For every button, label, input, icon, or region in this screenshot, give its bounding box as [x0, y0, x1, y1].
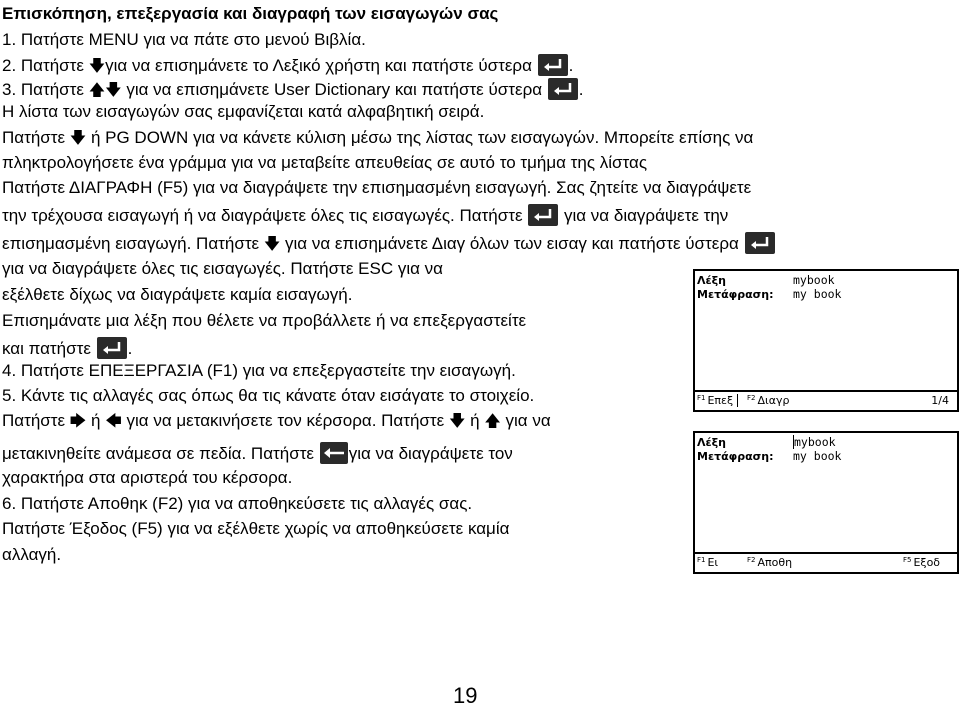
type-letter-info: πληκτρολογήσετε ένα γράμμα για να μεταβείτε απευθείας σε αυτό το τμήμα της λίστας — [2, 153, 648, 172]
softkey-edit[interactable]: $^{F1}$ Επεξ — [697, 394, 738, 407]
arrow-up-icon: 🡅 — [484, 413, 501, 430]
softkey-save[interactable]: $^{F2}$ Αποθη — [747, 556, 793, 569]
word-row: Λέξη mybook — [697, 273, 835, 287]
arrow-down-icon: 🡇 — [88, 58, 106, 75]
translation-row: Μετάφραση: my book — [697, 449, 842, 463]
word-value[interactable]: mybook — [794, 435, 836, 449]
step-5: 5. Κάντε τις αλλαγές σας όπως θα τις κάνατε όταν εισάγατε το στοιχείο. — [2, 386, 535, 405]
step-2: 2. Πατήστε 🡇για να επισημάνετε το Λεξικό χρήστη και πατήστε ύστερα . — [2, 56, 574, 75]
delete-all-info: επισημασμένη εισαγωγή. Πατήστε 🡇 για να επισημάνετε Διαγ όλων των εισαγ και πατήστε ύστερα — [2, 232, 776, 255]
field-move-info: μετακινηθείτε ανάμεσα σε πεδία. Πατήστε για να διαγράψετε τον — [2, 444, 513, 463]
device-screen-view — [693, 269, 959, 412]
translation-row: Μετάφραση: my book — [697, 287, 842, 301]
softkey-bar — [695, 552, 957, 572]
enter-key-icon — [528, 204, 558, 226]
list-info: Η λίστα των εισαγωγών σας εμφανίζεται κατά αλφαβητική σειρά. — [2, 102, 485, 121]
translation-value[interactable]: my book — [793, 449, 842, 463]
page-indicator: 1/4 — [931, 394, 949, 407]
arrow-down-icon: 🡇 — [69, 130, 87, 147]
backspace-info: χαρακτήρα στα αριστερά του κέρσορα. — [2, 468, 293, 487]
backspace-key-icon — [320, 442, 348, 464]
softkey-bar — [695, 390, 957, 410]
arrow-left-icon: 🡄 — [105, 413, 122, 430]
step-1: 1. Πατήστε MENU για να πάτε στο μενού Βιβλία. — [2, 30, 366, 49]
esc-info-cont: εξέλθετε δίχως να διαγράψετε καμία εισαγωγή. — [2, 285, 353, 304]
translation-value: my book — [793, 287, 842, 301]
step-6: 6. Πατήστε Αποθηκ (F2) για να αποθηκεύσετε τις αλλαγές σας. — [2, 494, 473, 513]
delete-current-info: την τρέχουσα εισαγωγή ή να διαγράψετε όλες τις εισαγωγές. Πατήστε για να διαγράψετε την — [2, 206, 729, 225]
arrow-up-down-icon: 🡅🡇 — [88, 82, 122, 99]
arrow-right-icon: 🡆 — [69, 413, 87, 430]
enter-key-icon — [745, 232, 775, 254]
page-number: 19 — [453, 683, 478, 708]
device-screen-edit — [693, 431, 959, 574]
step-3: 3. Πατήστε 🡅🡇 για να επισημάνετε User Dictionary και πατήστε ύστερα . — [2, 80, 584, 99]
scroll-info: Πατήστε 🡇 ή PG DOWN για να κάνετε κύλιση μέσω της λίστας των εισαγωγών. Μπορείτε επίσης να — [2, 128, 754, 147]
press-enter-info: και πατήστε . — [2, 339, 133, 358]
word-row: Λέξη mybook — [697, 435, 836, 449]
enter-key-icon — [538, 54, 568, 76]
enter-key-icon — [548, 78, 578, 100]
softkey-f1[interactable]: $^{F1}$ Ει — [697, 556, 719, 569]
exit-info: Πατήστε Έξοδος (F5) για να εξέλθετε χωρίς να αποθηκεύσετε καμία — [2, 519, 510, 538]
exit-info-cont: αλλαγή. — [2, 545, 62, 564]
softkey-exit[interactable]: $^{F5}$ Εξοδ — [903, 556, 941, 569]
word-value: mybook — [793, 273, 835, 287]
highlight-info: Επισημάνατε μια λέξη που θέλετε να προβάλλετε ή να επεξεργαστείτε — [2, 311, 527, 330]
enter-key-icon — [97, 337, 127, 359]
step-4: 4. Πατήστε ΕΠΕΞΕΡΓΑΣΙΑ (F1) για να επεξεργαστείτε την εισαγωγή. — [2, 361, 516, 380]
section-title: Επισκόπηση, επεξεργασία και διαγραφή των εισαγωγών σας — [2, 4, 499, 23]
cursor-move-info: Πατήστε 🡆 ή 🡄 για να μετακινήσετε τον κέρσορα. Πατήστε 🡇 ή 🡅 για να — [2, 411, 551, 430]
softkey-delete[interactable]: $^{F2}$ Διαγρ — [747, 394, 790, 407]
arrow-down-icon: 🡇 — [263, 236, 281, 253]
arrow-down-icon: 🡇 — [448, 413, 466, 430]
esc-info: για να διαγράψετε όλες τις εισαγωγές. Πατήστε ESC για να — [2, 259, 443, 278]
delete-info: Πατήστε ΔΙΑΓΡΑΦΗ (F5) για να διαγράψετε την επισημασμένη εισαγωγή. Σας ζητείτε να διαγράψετε — [2, 178, 752, 197]
